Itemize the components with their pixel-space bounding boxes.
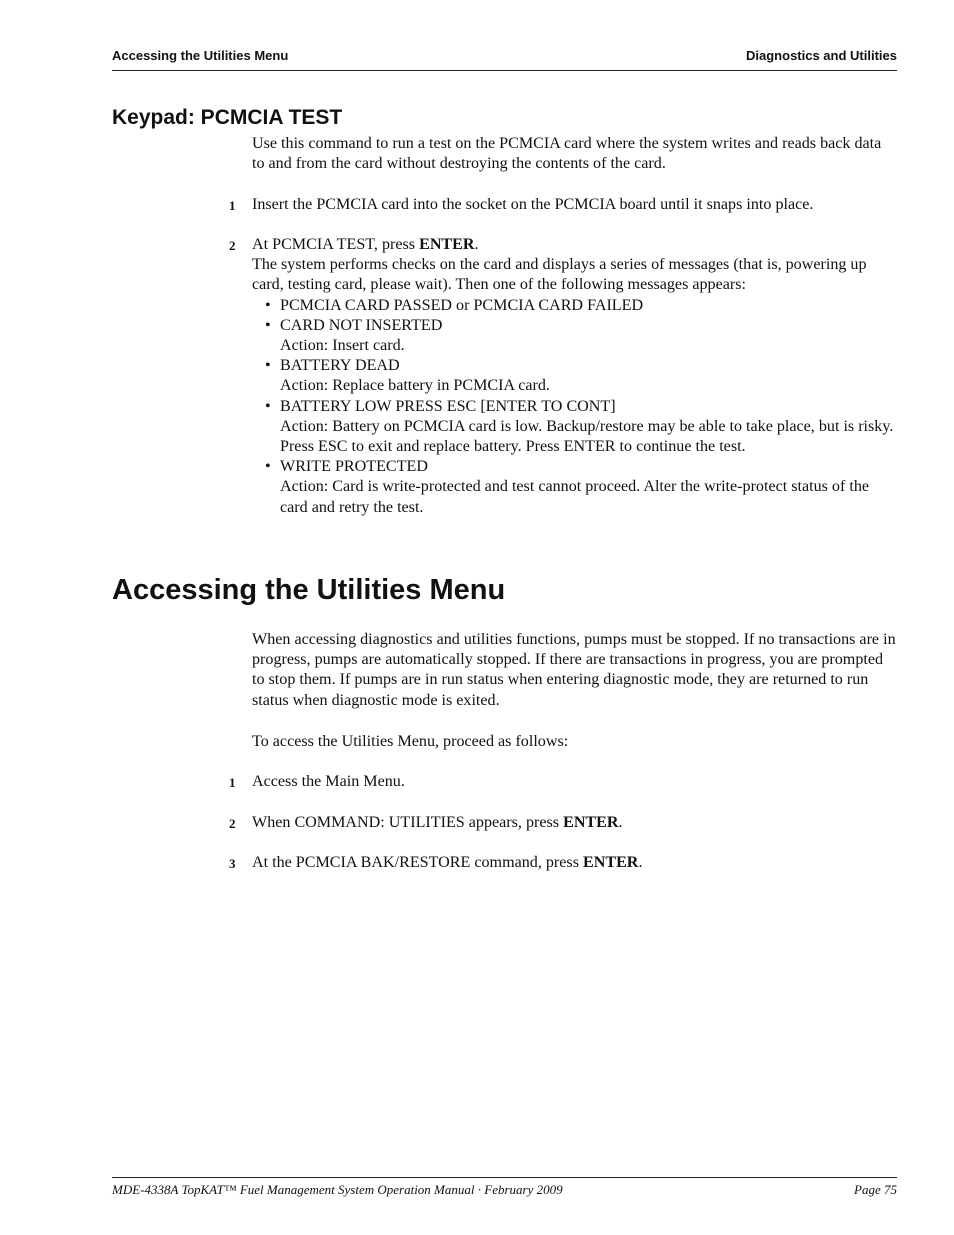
footer-document-title: MDE-4338A TopKAT™ Fuel Management System Operation Manual · February 2009 [112,1182,563,1197]
message-item [252,356,897,396]
step-number: 1 [229,775,236,790]
message-item [252,457,897,518]
step-text: When COMMAND: UTILITIES appears, press ENTER. [252,814,623,831]
message-item [252,316,897,356]
message-item [252,397,897,458]
utilities-intro [252,630,897,711]
utilities-paragraph-1: When accessing diagnostics and utilities functions, pumps must be stopped. If no transactions are in progress, pumps are automatically stopped. If there are transactions in progress, you are prompted to stop them. If pumps are in run status when entering diagnostic mode, they are returned to run status when diagnostic mode is exited. [252,631,896,709]
message-action: Action: Battery on PCMCIA card is low. Backup/restore may be able to take place, but is risky. Press ESC to exit and replace battery. Press ENTER to continue the test. [280,417,894,456]
message-item [252,296,897,316]
enter-key-label: ENTER [563,814,619,831]
message-action: Action: Insert card. [280,337,405,355]
step-number: 1 [229,198,236,213]
header-right-text: Diagnostics and Utilities [746,48,897,63]
intro-paragraph: Use this command to run a test on the PCMCIA card where the system writes and reads back data to and from the card without destroying the contents of the card. [252,135,882,173]
step-text: At PCMCIA TEST, press ENTER. [252,236,479,253]
bullet-icon: • [265,316,271,334]
step-text: Access the Main Menu. [252,773,405,790]
section-heading-pcmcia-test: Keypad: PCMCIA TEST [112,106,343,129]
page-footer [112,1177,897,1202]
enter-key-label: ENTER [419,236,475,253]
utilities-lead [252,732,897,752]
step-text: At the PCMCIA BAK/RESTORE command, press ENTER. [252,854,643,871]
step-detail: The system performs checks on the card and displays a series of messages (that is, powering up card, testing card, please wait). Then one of the following messages appears: [252,256,867,294]
page-header [112,46,897,71]
pcmcia-test-intro [252,134,897,174]
utilities-paragraph-2: To access the Utilities Menu, proceed as follows: [252,733,569,750]
footer-page-number: Page 75 [854,1182,897,1197]
message-title: PCMCIA CARD PASSED or PCMCIA CARD FAILED [280,296,644,314]
bullet-icon: • [265,458,271,476]
message-action: Action: Replace battery in PCMCIA card. [280,377,550,395]
step-text: Insert the PCMCIA card into the socket on the PCMCIA board until it snaps into place. [252,196,814,213]
header-left-text: Accessing the Utilities Menu [112,48,289,63]
section-heading-utilities-menu: Accessing the Utilities Menu [112,574,506,606]
step-number: 2 [229,238,236,253]
message-title: WRITE PROTECTED [280,458,428,476]
message-title: BATTERY DEAD [280,357,400,375]
bullet-icon: • [265,296,271,314]
message-action: Action: Card is write-protected and test cannot proceed. Alter the write-protect status of the card and retry the test. [280,478,870,516]
step-number: 3 [229,856,236,871]
step-number: 2 [229,816,236,831]
message-title: BATTERY LOW PRESS ESC [ENTER TO CONT] [280,397,616,415]
bullet-icon: • [265,357,271,375]
enter-key-label: ENTER [582,854,639,871]
message-title: CARD NOT INSERTED [280,316,443,334]
bullet-icon: • [265,397,271,415]
message-list [252,296,897,518]
